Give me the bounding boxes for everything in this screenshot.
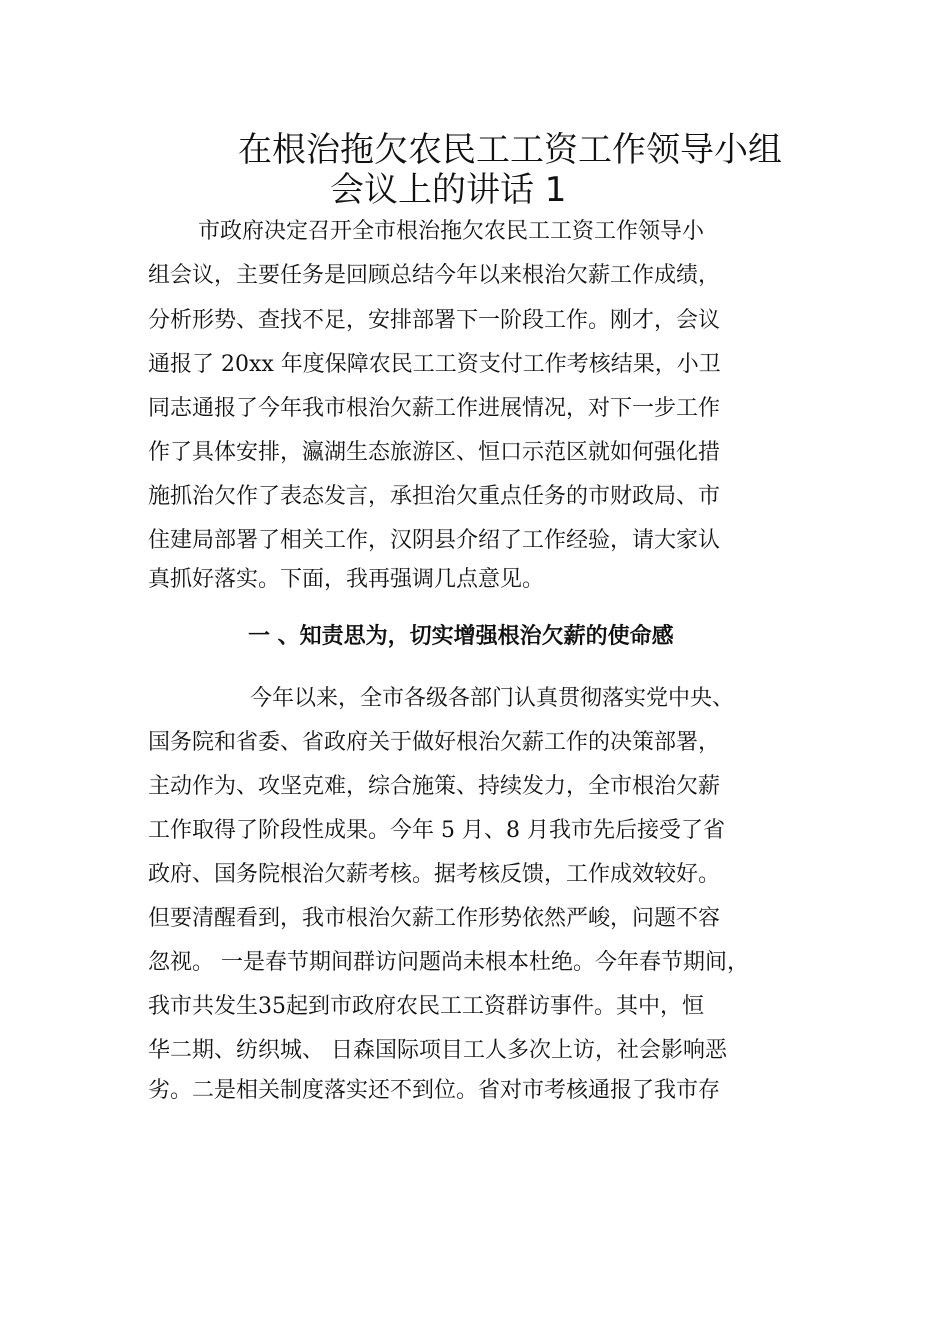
paragraph-1-line-8: 住建局部署了相关工作，汉阴县介绍了工作经验，请大家认 [148, 528, 721, 553]
paragraph-2-line-6: 但要清醒看到，我市根治欠薪工作形势依然严峻，问题不容 [148, 906, 721, 931]
paragraph-2-line-1: 今年以来，全市各级各部门认真贯彻落实党中央、 [250, 686, 735, 711]
paragraph-2-line-3: 主动作为、攻坚克难，综合施策、持续发力，全市根治欠薪 [148, 774, 721, 799]
paragraph-1-line-7: 施抓治欠作了表态发言，承担治欠重点任务的市财政局、市 [148, 484, 721, 509]
paragraph-2-line-10: 劣。二是相关制度落实还不到位。省对市考核通报了我市存 [148, 1078, 721, 1103]
paragraph-2-line-5: 政府、国务院根治欠薪考核。据考核反馈，工作成效较好。 [148, 862, 721, 887]
paragraph-2-line-4: 工作取得了阶段性成果。今年 5 月、8 月我市先后接受了省 [148, 818, 725, 843]
paragraph-1-line-6: 作了具体安排，瀛湖生态旅游区、恒口示范区就如何强化措 [148, 440, 721, 465]
paragraph-1-line-2: 组会议，主要任务是回顾总结今年以来根治欠薪工作成绩， [148, 263, 721, 288]
paragraph-1-line-1: 市政府决定召开全市根治拖欠农民工工资工作领导小 [198, 219, 705, 244]
paragraph-1-line-3: 分析形势、查找不足，安排部署下一阶段工作。刚才，会议 [148, 308, 721, 333]
document-title-line-2: 会议上的讲话 1 [330, 170, 567, 210]
paragraph-2-line-9: 华二期、纺织城、 日森国际项目工人多次上访，社会影响恶 [148, 1038, 727, 1063]
paragraph-1-line-5: 同志通报了今年我市根治欠薪工作进展情况，对下一步工作 [148, 396, 721, 421]
section-1-heading: 一 、知责思为，切实增强根治欠薪的使命感 [248, 624, 674, 649]
paragraph-1-line-4: 通报了 20xx 年度保障农民工工资支付工作考核结果，小卫 [148, 352, 721, 377]
paragraph-2-line-2: 国务院和省委、省政府关于做好根治欠薪工作的决策部署， [148, 730, 721, 755]
paragraph-2-line-7: 忽视。 一是春节期间群访问题尚未根本杜绝。今年春节期间， [148, 950, 749, 975]
document-title-line-1: 在根治拖欠农民工工资工作领导小组 [238, 130, 782, 170]
paragraph-1-line-9: 真抓好落实。下面，我再强调几点意见。 [148, 567, 545, 592]
paragraph-2-line-8: 我市共发生35起到市政府农民工工资群访事件。其中，恒 [148, 994, 704, 1019]
